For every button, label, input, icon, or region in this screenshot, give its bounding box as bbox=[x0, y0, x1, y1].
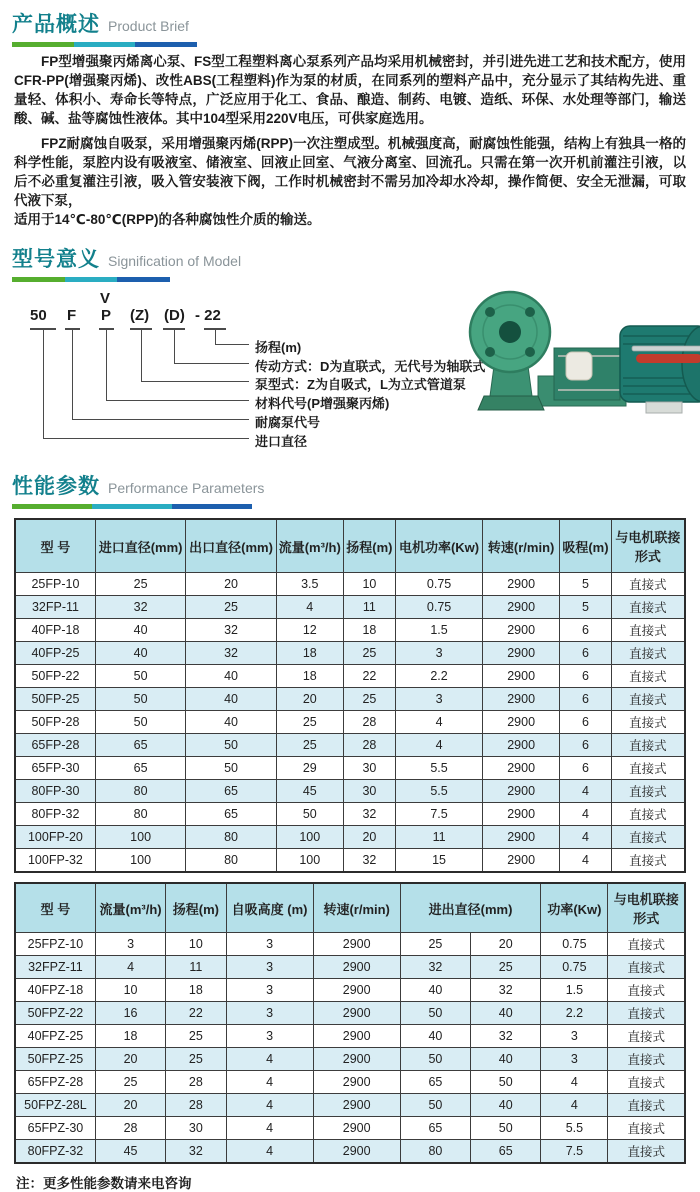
table-row bbox=[15, 803, 685, 826]
table-cell: 25 bbox=[166, 1025, 226, 1048]
table-cell: 100 bbox=[95, 826, 185, 849]
table-cell: 32 bbox=[343, 803, 395, 826]
col-header: 扬程(m) bbox=[343, 519, 395, 573]
table-cell: 0.75 bbox=[396, 573, 483, 596]
table-row bbox=[15, 642, 685, 665]
model-code-part-2: P bbox=[101, 307, 112, 324]
table-cell: 直接式 bbox=[608, 1117, 685, 1140]
table-cell: 28 bbox=[95, 1117, 165, 1140]
table-cell: 2900 bbox=[313, 933, 400, 956]
table-cell: 45 bbox=[276, 780, 343, 803]
table-cell: 100FP-32 bbox=[15, 849, 95, 873]
col-header: 功率(Kw) bbox=[541, 883, 608, 933]
table-cell: 20 bbox=[186, 573, 276, 596]
table-cell: 18 bbox=[276, 642, 343, 665]
table-cell: 直接式 bbox=[608, 1048, 685, 1071]
table-cell: 2900 bbox=[483, 688, 560, 711]
table-cell: 25 bbox=[95, 573, 185, 596]
table-cell: 2900 bbox=[483, 734, 560, 757]
col-header: 进出直径(mm) bbox=[400, 883, 541, 933]
table-cell: 2900 bbox=[483, 573, 560, 596]
table-row bbox=[15, 1048, 685, 1071]
table-cell: 25 bbox=[343, 642, 395, 665]
table-cell: 32 bbox=[343, 849, 395, 873]
table-cell: 4 bbox=[560, 849, 612, 873]
table-cell: 25 bbox=[343, 688, 395, 711]
table-cell: 28 bbox=[166, 1094, 226, 1117]
table-cell: 7.5 bbox=[396, 803, 483, 826]
table-row bbox=[15, 1094, 685, 1117]
table-cell: 3.5 bbox=[276, 573, 343, 596]
table-cell: 7.5 bbox=[541, 1140, 608, 1164]
table-cell: 80 bbox=[186, 849, 276, 873]
tricolor-underline bbox=[12, 504, 252, 509]
performance-title-zh: 性能参数 bbox=[12, 475, 100, 498]
table-cell: 40FP-18 bbox=[15, 619, 95, 642]
table-cell: 65 bbox=[471, 1140, 541, 1164]
table-cell: 直接式 bbox=[608, 1025, 685, 1048]
model-label-material: 材料代号(P增强聚丙烯) bbox=[255, 396, 390, 411]
table-cell: 80FPZ-32 bbox=[15, 1140, 95, 1164]
table-cell: 2900 bbox=[483, 849, 560, 873]
table-row bbox=[15, 1002, 685, 1025]
table-cell: 16 bbox=[95, 1002, 165, 1025]
table-cell: 直接式 bbox=[608, 1071, 685, 1094]
table-cell: 2900 bbox=[483, 711, 560, 734]
table-cell: 80 bbox=[186, 826, 276, 849]
table-cell: 45 bbox=[95, 1140, 165, 1164]
table-cell: 25 bbox=[186, 596, 276, 619]
table-cell: 5 bbox=[560, 573, 612, 596]
table-cell: 3 bbox=[226, 979, 313, 1002]
table-cell: 50 bbox=[471, 1117, 541, 1140]
performance-title-en: Performance Parameters bbox=[108, 480, 265, 496]
table-cell: 80 bbox=[95, 803, 185, 826]
table-cell: 50FP-28 bbox=[15, 711, 95, 734]
table-cell: 2900 bbox=[313, 1071, 400, 1094]
table-cell: 28 bbox=[343, 711, 395, 734]
table-cell: 2900 bbox=[313, 1094, 400, 1117]
overview-paragraph-1: FP型增强聚丙烯离心泵、FS型工程塑料离心泵系列产品均采用机械密封，并引进先进工艺和技术配方，使用CFR-PP(增强聚丙烯)、改性ABS(工程塑料)作为泵的材质，在同系列的塑料产品中，充分显示了其结构先进、重量轻、体积小、寿命长等特点，广泛应用于化工、食品、酿造、制药、电镀、造纸、环保、水处理等部门，输送酸、碱、盐等腐蚀性液体。其中104型采用220V电压，可供家庭选用。 bbox=[14, 54, 686, 126]
table-cell: 40FPZ-18 bbox=[15, 979, 95, 1002]
table-cell: 28 bbox=[343, 734, 395, 757]
table-cell: 4 bbox=[560, 803, 612, 826]
col-header: 吸程(m) bbox=[560, 519, 612, 573]
col-header: 电机功率(Kw) bbox=[396, 519, 483, 573]
table-cell: 4 bbox=[226, 1117, 313, 1140]
table-cell: 80FP-32 bbox=[15, 803, 95, 826]
table-row bbox=[15, 1025, 685, 1048]
model-label-pump-type: 泵型式：Z为自吸式，L为立式管道泵 bbox=[255, 377, 466, 392]
table-cell: 直接式 bbox=[611, 803, 685, 826]
table-row bbox=[15, 956, 685, 979]
table-cell: 32FPZ-11 bbox=[15, 956, 95, 979]
table-cell: 2900 bbox=[483, 803, 560, 826]
table-cell: 直接式 bbox=[608, 979, 685, 1002]
model-code-diagram bbox=[12, 290, 688, 468]
table-cell: 65FPZ-28 bbox=[15, 1071, 95, 1094]
table-cell: 50 bbox=[186, 734, 276, 757]
table-cell: 29 bbox=[276, 757, 343, 780]
table-cell: 65FP-28 bbox=[15, 734, 95, 757]
table-cell: 2900 bbox=[483, 826, 560, 849]
table-cell: 28 bbox=[166, 1071, 226, 1094]
table-cell: 3 bbox=[226, 1025, 313, 1048]
table-cell: 3 bbox=[226, 933, 313, 956]
table-cell: 2900 bbox=[483, 665, 560, 688]
table-cell: 20 bbox=[95, 1048, 165, 1071]
tricolor-underline bbox=[12, 277, 170, 282]
model-code-top: V bbox=[100, 290, 111, 307]
table-cell: 65 bbox=[400, 1117, 470, 1140]
col-header: 自吸高度 (m) bbox=[226, 883, 313, 933]
table-cell: 2900 bbox=[313, 956, 400, 979]
model-code-part-1: F bbox=[67, 307, 77, 324]
table-cell: 11 bbox=[343, 596, 395, 619]
overview-title-en: Product Brief bbox=[108, 18, 189, 34]
table-cell: 25 bbox=[471, 956, 541, 979]
table-cell: 10 bbox=[343, 573, 395, 596]
table-cell: 直接式 bbox=[611, 711, 685, 734]
table-cell: 25 bbox=[276, 711, 343, 734]
table-cell: 2900 bbox=[313, 1140, 400, 1164]
table-cell: 65 bbox=[95, 757, 185, 780]
col-header: 型 号 bbox=[15, 519, 95, 573]
table-cell: 50FPZ-22 bbox=[15, 1002, 95, 1025]
table-cell: 直接式 bbox=[611, 849, 685, 873]
table-row bbox=[15, 619, 685, 642]
table-cell: 5.5 bbox=[541, 1117, 608, 1140]
table-cell: 40 bbox=[95, 619, 185, 642]
table-cell: 80FP-30 bbox=[15, 780, 95, 803]
table-cell: 1.5 bbox=[541, 979, 608, 1002]
table-cell: 6 bbox=[560, 711, 612, 734]
table-cell: 直接式 bbox=[611, 642, 685, 665]
table-cell: 30 bbox=[343, 757, 395, 780]
table-cell: 5.5 bbox=[396, 757, 483, 780]
model-code-part-3: (Z) bbox=[130, 307, 150, 324]
table-cell: 4 bbox=[560, 826, 612, 849]
table-cell: 直接式 bbox=[608, 1140, 685, 1164]
model-code-part-0: 50 bbox=[30, 307, 47, 324]
model-title-zh: 型号意义 bbox=[12, 248, 100, 271]
table-cell: 32 bbox=[400, 956, 470, 979]
table-cell: 25 bbox=[276, 734, 343, 757]
model-label-inlet: 进口直径 bbox=[255, 434, 308, 449]
table-cell: 2900 bbox=[313, 979, 400, 1002]
table-cell: 2900 bbox=[483, 780, 560, 803]
table-cell: 6 bbox=[560, 757, 612, 780]
table-cell: 11 bbox=[396, 826, 483, 849]
table-cell: 4 bbox=[226, 1048, 313, 1071]
bar-segment-blue bbox=[135, 42, 197, 47]
table-cell: 50FP-22 bbox=[15, 665, 95, 688]
table-cell: 15 bbox=[396, 849, 483, 873]
table-cell: 50 bbox=[400, 1048, 470, 1071]
table-cell: 2.2 bbox=[541, 1002, 608, 1025]
table-cell: 22 bbox=[343, 665, 395, 688]
table-cell: 3 bbox=[226, 1002, 313, 1025]
table-cell: 2.2 bbox=[396, 665, 483, 688]
table-cell: 11 bbox=[166, 956, 226, 979]
table-cell: 40 bbox=[95, 642, 185, 665]
table-cell: 1.5 bbox=[396, 619, 483, 642]
table-cell: 25 bbox=[95, 1071, 165, 1094]
table-cell: 0.75 bbox=[541, 933, 608, 956]
overview-title-zh: 产品概述 bbox=[12, 13, 100, 36]
table-cell: 65 bbox=[186, 803, 276, 826]
table-cell: 18 bbox=[166, 979, 226, 1002]
table-cell: 4 bbox=[541, 1071, 608, 1094]
table-row bbox=[15, 757, 685, 780]
table-cell: 100 bbox=[276, 849, 343, 873]
table-cell: 50FPZ-25 bbox=[15, 1048, 95, 1071]
table-cell: 25FPZ-10 bbox=[15, 933, 95, 956]
table-row bbox=[15, 711, 685, 734]
table-cell: 40 bbox=[471, 1048, 541, 1071]
fpz-series-spec-table bbox=[14, 882, 686, 1164]
table-cell: 6 bbox=[560, 619, 612, 642]
table-cell: 65FPZ-30 bbox=[15, 1117, 95, 1140]
table-cell: 40 bbox=[471, 1002, 541, 1025]
section-overview-header bbox=[12, 8, 688, 47]
bar-segment-blue bbox=[172, 504, 252, 509]
table-cell: 10 bbox=[95, 979, 165, 1002]
footer-note: 注：更多性能参数请来电咨询 bbox=[16, 1176, 192, 1191]
tricolor-underline bbox=[12, 42, 197, 47]
table-cell: 50 bbox=[95, 688, 185, 711]
table-cell: 直接式 bbox=[608, 956, 685, 979]
table-cell: 2900 bbox=[483, 596, 560, 619]
table-cell: 4 bbox=[560, 780, 612, 803]
table-cell: 40 bbox=[400, 1025, 470, 1048]
table-cell: 直接式 bbox=[611, 734, 685, 757]
col-header: 转速(r/min) bbox=[483, 519, 560, 573]
table-cell: 12 bbox=[276, 619, 343, 642]
table-cell: 0.75 bbox=[541, 956, 608, 979]
table-cell: 直接式 bbox=[608, 933, 685, 956]
table-cell: 20 bbox=[343, 826, 395, 849]
table-cell: 65 bbox=[186, 780, 276, 803]
table-cell: 25 bbox=[166, 1048, 226, 1071]
table-row bbox=[15, 1117, 685, 1140]
table-cell: 50 bbox=[400, 1094, 470, 1117]
table-cell: 6 bbox=[560, 734, 612, 757]
bar-segment-cyan bbox=[92, 504, 172, 509]
table-header-row bbox=[15, 883, 685, 933]
table-cell: 18 bbox=[95, 1025, 165, 1048]
table-cell: 直接式 bbox=[611, 688, 685, 711]
table-row bbox=[15, 688, 685, 711]
table-cell: 3 bbox=[541, 1025, 608, 1048]
table-cell: 80 bbox=[400, 1140, 470, 1164]
table-cell: 4 bbox=[396, 711, 483, 734]
table-cell: 2900 bbox=[483, 619, 560, 642]
table-row bbox=[15, 1071, 685, 1094]
table-row bbox=[15, 573, 685, 596]
model-code-part-4: (D) bbox=[164, 307, 185, 324]
table-cell: 20 bbox=[276, 688, 343, 711]
table-cell: 2900 bbox=[483, 757, 560, 780]
table-row bbox=[15, 596, 685, 619]
table-cell: 30 bbox=[166, 1117, 226, 1140]
table-cell: 40 bbox=[400, 979, 470, 1002]
table-cell: 直接式 bbox=[611, 619, 685, 642]
table-row bbox=[15, 665, 685, 688]
col-header: 流量(m³/h) bbox=[95, 883, 165, 933]
table-cell: 6 bbox=[560, 688, 612, 711]
table-cell: 20 bbox=[95, 1094, 165, 1117]
table-cell: 3 bbox=[396, 688, 483, 711]
table-cell: 直接式 bbox=[611, 573, 685, 596]
col-header: 转速(r/min) bbox=[313, 883, 400, 933]
table-cell: 18 bbox=[343, 619, 395, 642]
col-header: 出口直径(mm) bbox=[186, 519, 276, 573]
table-cell: 32 bbox=[471, 979, 541, 1002]
table-cell: 4 bbox=[396, 734, 483, 757]
table-cell: 0.75 bbox=[396, 596, 483, 619]
bar-segment-cyan bbox=[74, 42, 136, 47]
bar-segment-cyan bbox=[65, 277, 118, 282]
model-title-en: Signification of Model bbox=[108, 253, 242, 269]
table-cell: 直接式 bbox=[611, 826, 685, 849]
table-cell: 3 bbox=[226, 956, 313, 979]
table-cell: 50 bbox=[186, 757, 276, 780]
col-header: 与电机联接形式 bbox=[611, 519, 685, 573]
table-cell: 4 bbox=[226, 1071, 313, 1094]
table-cell: 50FP-25 bbox=[15, 688, 95, 711]
overview-paragraph-2-continuation: 适用于14℃-80℃(RPP)的各种腐蚀性介质的输送。 bbox=[14, 212, 321, 227]
table-cell: 2900 bbox=[313, 1117, 400, 1140]
overview-paragraph-2: FPZ耐腐蚀自吸泵，采用增强聚丙烯(RPP)一次注塑成型。机械强度高，耐腐蚀性能强，结构上有独具一格的科学性能，泵腔内设有吸液室、储液室、回液止回室、气液分离室、回流孔。只需在第一次开机前灌注引液，以后不必重复灌注引液，吸入管安装液下阀，工作时机械密封不需另加冷却水冷却，操作简便、安全无泄漏，可取代液下泵， bbox=[14, 136, 686, 208]
col-header: 流量(m³/h) bbox=[276, 519, 343, 573]
table-cell: 22 bbox=[166, 1002, 226, 1025]
table-cell: 4 bbox=[541, 1094, 608, 1117]
table-header-row bbox=[15, 519, 685, 573]
connector-line bbox=[43, 329, 249, 439]
table-cell: 32 bbox=[95, 596, 185, 619]
fp-series-spec-table bbox=[14, 518, 686, 873]
table-cell: 40FPZ-25 bbox=[15, 1025, 95, 1048]
table-cell: 直接式 bbox=[611, 596, 685, 619]
col-header: 与电机联接形式 bbox=[608, 883, 685, 933]
table-cell: 100FP-20 bbox=[15, 826, 95, 849]
table-cell: 40 bbox=[186, 665, 276, 688]
section-model-header bbox=[12, 243, 688, 282]
table-cell: 2900 bbox=[483, 642, 560, 665]
col-header: 型 号 bbox=[15, 883, 95, 933]
table-cell: 40 bbox=[186, 688, 276, 711]
table-row bbox=[15, 734, 685, 757]
table-cell: 5.5 bbox=[396, 780, 483, 803]
table-cell: 6 bbox=[560, 642, 612, 665]
table-cell: 18 bbox=[276, 665, 343, 688]
bar-segment-green bbox=[12, 277, 65, 282]
model-label-head: 扬程(m) bbox=[255, 340, 302, 355]
table-cell: 40 bbox=[186, 711, 276, 734]
table-cell: 直接式 bbox=[611, 757, 685, 780]
table-row bbox=[15, 780, 685, 803]
table-cell: 4 bbox=[276, 596, 343, 619]
table-cell: 直接式 bbox=[608, 1094, 685, 1117]
section-performance-header bbox=[12, 470, 688, 509]
table-cell: 50 bbox=[95, 711, 185, 734]
table-cell: 25FP-10 bbox=[15, 573, 95, 596]
table-cell: 40FP-25 bbox=[15, 642, 95, 665]
table-cell: 32 bbox=[471, 1025, 541, 1048]
pump-product-image bbox=[448, 290, 688, 430]
table-cell: 65FP-30 bbox=[15, 757, 95, 780]
table-cell: 5 bbox=[560, 596, 612, 619]
table-cell: 直接式 bbox=[611, 665, 685, 688]
table-cell: 3 bbox=[541, 1048, 608, 1071]
table-cell: 4 bbox=[226, 1094, 313, 1117]
table-cell: 直接式 bbox=[608, 1002, 685, 1025]
table-cell: 10 bbox=[166, 933, 226, 956]
table-cell: 40 bbox=[471, 1094, 541, 1117]
table-cell: 65 bbox=[95, 734, 185, 757]
table-cell: 2900 bbox=[313, 1048, 400, 1071]
table-cell: 20 bbox=[471, 933, 541, 956]
table-cell: 2900 bbox=[313, 1002, 400, 1025]
table-cell: 32 bbox=[186, 642, 276, 665]
table-cell: 50 bbox=[95, 665, 185, 688]
table-cell: 4 bbox=[226, 1140, 313, 1164]
table-cell: 32 bbox=[166, 1140, 226, 1164]
table-cell: 80 bbox=[95, 780, 185, 803]
table-cell: 32 bbox=[186, 619, 276, 642]
table-row bbox=[15, 979, 685, 1002]
table-cell: 30 bbox=[343, 780, 395, 803]
table-cell: 32FP-11 bbox=[15, 596, 95, 619]
table-row bbox=[15, 1140, 685, 1164]
table-cell: 25 bbox=[400, 933, 470, 956]
model-code-part-5: - 22 bbox=[195, 307, 221, 324]
bar-segment-green bbox=[12, 504, 92, 509]
table-cell: 65 bbox=[400, 1071, 470, 1094]
col-header: 进口直径(mm) bbox=[95, 519, 185, 573]
model-label-corrosion: 耐腐泵代号 bbox=[255, 415, 321, 430]
col-header: 扬程(m) bbox=[166, 883, 226, 933]
model-label-drive: 传动方式：D为直联式，无代号为轴联式 bbox=[255, 359, 486, 374]
table-row bbox=[15, 849, 685, 873]
bar-segment-blue bbox=[117, 277, 170, 282]
table-cell: 2900 bbox=[313, 1025, 400, 1048]
table-cell: 4 bbox=[95, 956, 165, 979]
table-cell: 3 bbox=[95, 933, 165, 956]
table-row bbox=[15, 826, 685, 849]
table-cell: 6 bbox=[560, 665, 612, 688]
table-cell: 50 bbox=[471, 1071, 541, 1094]
table-cell: 50 bbox=[400, 1002, 470, 1025]
table-row bbox=[15, 933, 685, 956]
table-cell: 100 bbox=[95, 849, 185, 873]
table-cell: 100 bbox=[276, 826, 343, 849]
table-cell: 50 bbox=[276, 803, 343, 826]
bar-segment-green bbox=[12, 42, 74, 47]
table-cell: 直接式 bbox=[611, 780, 685, 803]
table-cell: 3 bbox=[396, 642, 483, 665]
table-cell: 50FPZ-28L bbox=[15, 1094, 95, 1117]
